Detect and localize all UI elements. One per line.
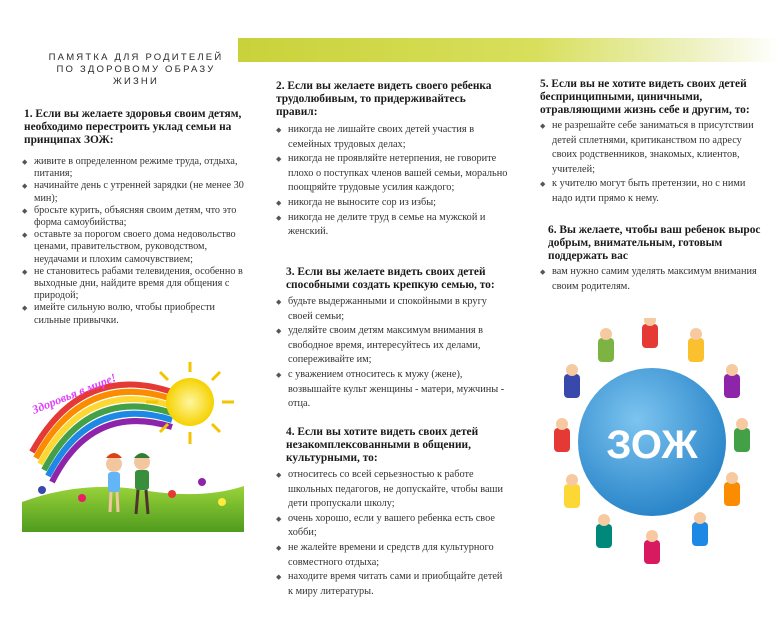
list-item: ◆ оставьте за порогом своего дома недовольство ценами, правительством, руководством, неудачами и плохим самочувствием; <box>22 229 244 266</box>
list-item: ◆ не становитесь рабами телевидения, особенно в выходные дни, найдите время для общения с природой; <box>22 266 244 303</box>
section-2-list <box>276 123 508 240</box>
section-4 <box>286 426 508 599</box>
page-title: ПАМЯТКА ДЛЯ РОДИТЕЛЕЙ ПО ЗДОРОВОМУ ОБРАЗУ ЖИЗНИ <box>48 52 224 87</box>
list-item: ◆ относитесь со всей серьезностью к работе школьных педагогов, не допускайте, чтобы ваши дети пропускали школу; <box>276 468 508 512</box>
section-5-list <box>540 119 766 207</box>
section-3-list <box>276 295 508 412</box>
section-1-heading: 1. Если вы желаете здоровья своим детям, необходимо перестроить уклад семьи на принципах ЗОЖ: <box>24 108 242 146</box>
section-6 <box>548 224 766 294</box>
list-item: ◆ очень хорошо, если у вашего ребенка есть свое хобби; <box>276 512 508 541</box>
section-1 <box>22 108 244 327</box>
list-item: ◆ живите в определенном режиме труда, отдыха, питания; <box>22 156 244 180</box>
zozh-globe-illustration <box>548 318 758 580</box>
section-2-heading: 2. Если вы желаете видеть своего ребенка трудолюбивым, то придерживайтесь правил: <box>276 80 492 118</box>
section-2 <box>276 80 508 240</box>
rainbow-text: Здоровья в мире! <box>29 370 119 417</box>
list-item: ◆ начинайте день с утренней зарядки (не менее 30 мин); <box>22 180 244 204</box>
list-item: ◆ находите время читать сами и приобщайте детей к миру литературы. <box>276 570 508 599</box>
list-item: ◆ бросьте курить, объясняя своим детям, что это форма самоубийства; <box>22 205 244 229</box>
section-6-heading: 6. Вы желаете, чтобы ваш ребенок вырос добрым, внимательным, готовым поддержать вас <box>548 224 761 262</box>
section-4-list <box>276 468 508 599</box>
section-4-heading: 4. Если вы хотите видеть своих детей незакомплексованными в общении, культурными, то: <box>286 426 479 464</box>
list-item: ◆ никогда не проявляйте нетерпения, не говорите плохо о поступках членов вашей семьи, морально поощряйте трудовые усилия каждого; <box>276 152 508 196</box>
section-3-heading: 3. Если вы желаете видеть своих детей способными создать крепкую семью, то: <box>286 266 495 291</box>
list-item: ◆ вам нужно самим уделять максимум внимания своим родителям. <box>540 265 766 294</box>
zozh-label: ЗОЖ <box>606 423 698 467</box>
list-item: ◆ к учителю могут быть претензии, но с ними надо идти прямо к нему. <box>540 177 766 206</box>
section-6-list <box>540 265 766 294</box>
list-item: ◆ с уважением относитесь к мужу (жене), возвышайте культ женщины - матери, мужчины - отца. <box>276 368 508 412</box>
list-item: ◆ не жалейте времени и средств для культурного совместного отдыха; <box>276 541 508 570</box>
section-5 <box>540 78 766 207</box>
list-item: ◆ не разрешайте себе заниматься в присутствии детей сплетнями, критиканством по адресу своих родственников, знакомых, клиентов, учителей; <box>540 119 766 177</box>
header-accent-bar <box>238 38 779 62</box>
list-item: ◆ имейте сильную волю, чтобы приобрести сильные привычки. <box>22 302 244 326</box>
list-item: ◆ никогда не лишайте своих детей участия в семейных трудовых делах; <box>276 123 508 152</box>
section-3 <box>286 266 508 412</box>
section-5-heading: 5. Если вы не хотите видеть своих детей беспринципными, циничными, отравляющими жизнь себе и другим, то: <box>540 78 750 116</box>
list-item: ◆ никогда не делите труд в семье на мужской и женский. <box>276 211 508 240</box>
rainbow-children-illustration <box>22 362 244 532</box>
section-1-list <box>22 156 244 327</box>
list-item: ◆ никогда не выносите сор из избы; <box>276 196 508 211</box>
list-item: ◆ будьте выдержанными и спокойными в кругу своей семьи; <box>276 295 508 324</box>
list-item: ◆ уделяйте своим детям максимум внимания в свободное время, интересуйтесь их делами, сопереживайте им; <box>276 324 508 368</box>
